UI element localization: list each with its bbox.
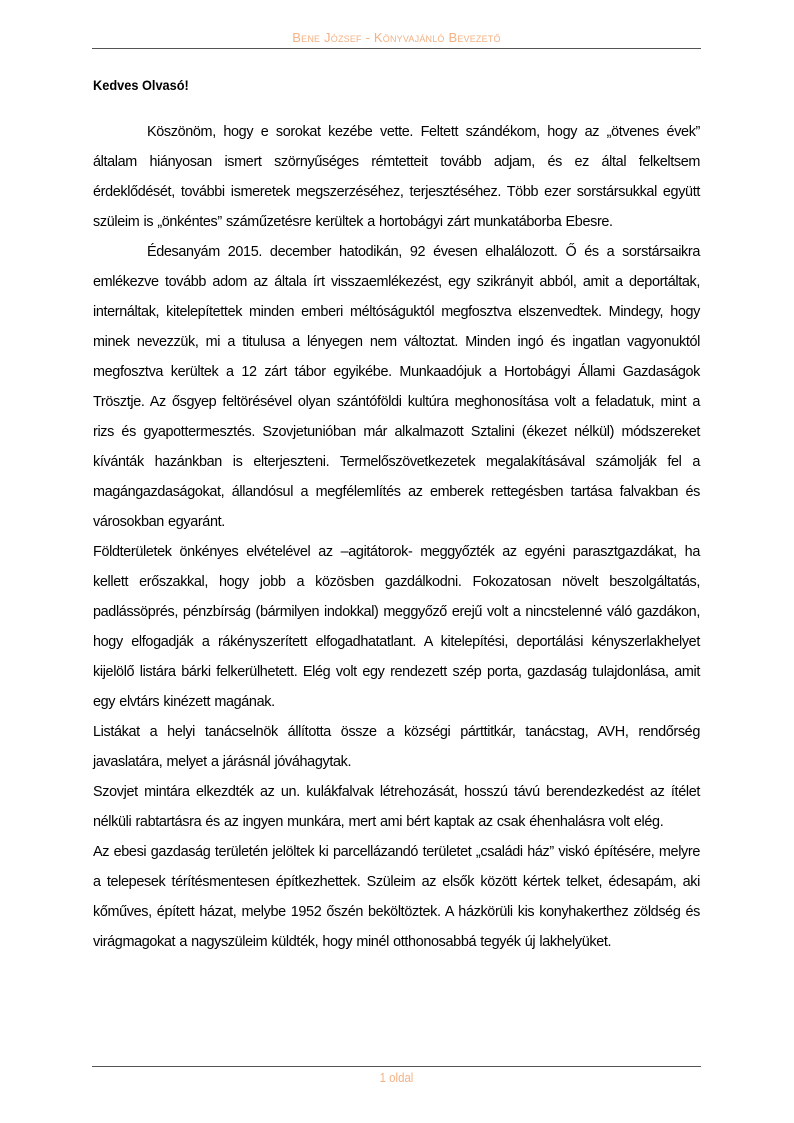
paragraph: Köszönöm, hogy e sorokat kezébe vette. Feltett szándékom, hogy az „ötvenes évek” általam hiányosan ismert szörnyűséges rémtetteit tovább adjam, és ez által felkeltsem érdeklődését, további ismeretek megszerzéséhez, terjesztéséhez. Több ezer sorstársukkal együtt szüleim is „önkéntes” száműzetésre kerültek a hortobágyi zárt munkatáborba Ebesre. xyxy=(93,124,700,230)
paragraph: Édesanyám 2015. december hatodikán, 92 évesen elhalálozott. Ő és a sorstársaikra emlékezve tovább adom az általa írt visszaemlékezést, egy szikrányit abból, amit a deportáltak, internáltak, kitelepítettek minden emberi méltóságuktól megfosztva elszenvedtek. Mindegy, hogy minek nevezzük, mi a titulusa a lényegen nem változtat. Minden ingó és ingatlan vagyonuktól megfosztva kerültek a 12 zárt tábor egyikébe. Munkaadójuk a Hortobágyi Állami Gazdaságok Trösztje. Az ősgyep feltörésével olyan szántóföldi kultúra meghonosítása volt a feladatuk, mint a rizs és gyapottermesztés. Szovjetunióban már alkalmazott Sztalini (ékezet nélkül) módszereket kívánták hazánkban is elterjeszteni. Termelőszövetkezetek megalakításával számolják fel a magángazdaságokat, állandósul a megfélemlítés az emberek rettegésben tartása falvakban és városokban egyaránt. xyxy=(93,244,700,530)
paragraph: Listákat a helyi tanácselnök állította össze a községi párttitkár, tanácstag, AVH, rendőrség javaslatára, melyet a járásnál jóváhagytak. xyxy=(93,724,700,770)
header-divider xyxy=(92,48,701,49)
paragraph: Az ebesi gazdaság területén jelöltek ki parcellázandó területet „családi ház” viskó építésére, melyre a telepesek térítésmentesen építkezhettek. Szüleim az elsők között kértek telket, édesapám, aki kőműves, épített házat, melybe 1952 őszén beköltöztek. A házkörüli kis konyhakerthez zöldség és virágmagokat a nagyszüleim küldték, hogy minél otthonosabbá tegyék új lakhelyüket. xyxy=(93,844,700,950)
document-body xyxy=(93,76,700,957)
paragraph: Szovjet mintára elkezdték az un. kulákfalvak létrehozását, hosszú távú berendezkedést az ítélet nélküli rabtartásra és az ingyen munkára, mert ami bért kaptak az csak éhenhalásra volt elég. xyxy=(93,784,700,830)
salutation: Kedves Olvasó! xyxy=(93,78,189,94)
paragraph: Földterületek önkényes elvételével az –agitátorok- meggyőzték az egyéni parasztgazdákat, ha kellett erőszakkal, hogy jobb a közösben gazdálkodni. Fokozatosan növelt beszolgáltatás, padlássöprés, pénzbírság (bármilyen indokkal) meggyőző erejű volt a nincstelenné váló gazdákon, hogy elfogadják a rákényszerített elfogadhatatlant. A kitelepítési, deportálási kényszerlakhelyet kijelölő listára bárki felkerülhetett. Elég volt egy rendezett szép porta, gazdaság tulajdonlása, amit egy elvtárs kinézett magának. xyxy=(93,544,700,710)
page-header-title: Bene József - Könyvajánló Bevezető xyxy=(292,30,501,45)
footer-divider xyxy=(92,1066,701,1067)
page-number: 1 oldal xyxy=(379,1070,414,1085)
